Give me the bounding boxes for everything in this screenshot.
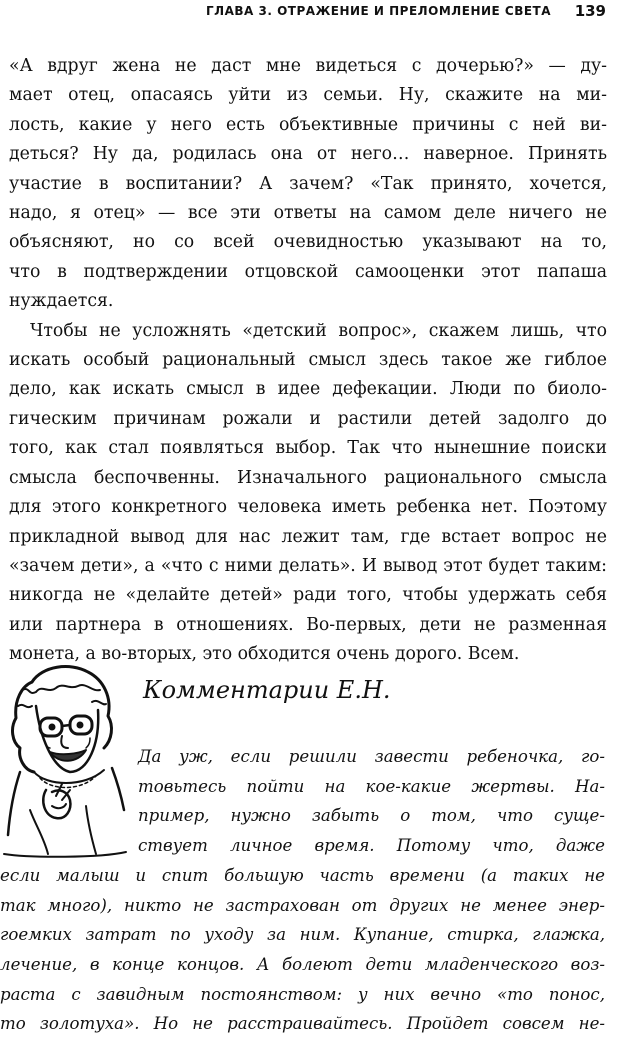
text-line: гическим причинам рожали и растили детей задолго до [9,408,607,429]
text-line: что в подтверждении отцовской самооценки этот папаша [9,261,607,282]
text-line: смысла беспочвенны. Изначального рационального смысла [9,467,607,488]
text-line: мает отец, опасаясь уйти из семьи. Ну, скажите на ми- [9,85,607,106]
commentary-line: ствует личное время. Потому что, даже [138,836,605,856]
text-line: того, как стал появляться выбор. Так что нынешние поиски [9,438,607,459]
commentary-line: пример, нужно забыть о том, что суще- [138,806,605,826]
commentary-title: Комментарии Е.Н. [143,676,391,704]
text-line: нуждается. [9,291,114,312]
commentary-line: так много), никто не застрахован от других не менее энер- [0,895,605,915]
text-line: никогда не «делайте детей» ради того, чтобы удержать себя [9,585,607,606]
text-line: надо, я отец» — все эти ответы на самом деле ничего не [9,203,607,224]
main-text [9,52,607,670]
page-number: 139 [574,2,606,20]
commentary-line: раста с завидным постоянством: у них вечно «то понос, [0,984,605,1004]
text-line: дело, как искать смысл в идее дефекации. Люди по биоло- [9,379,607,400]
text-line: или партнера в отношениях. Во-первых, дети не разменная [9,614,607,635]
running-header [0,0,620,24]
paragraph [9,317,607,670]
text-line: объясняют, но со всей очевидностью указывают на то, [9,232,607,253]
text-line: Чтобы не усложнять «детский вопрос», скажем лишь, что [30,320,607,341]
text-line: «А вдруг жена не даст мне видеться с дочерью?» — ду- [9,56,607,76]
commentary-line: товьтесь пойти на кое-какие жертвы. На- [138,776,605,796]
text-line: участие в воспитании? А зачем? «Так принято, хочется, [9,173,607,194]
commentary-line: гоемких затрат по уходу за ним. Купание, стирка, глажка, [0,925,605,945]
text-line: прикладной вывод для нас лежит там, где встает вопрос не [9,526,607,547]
commentary-line: то золотуха». Но не расстраивайтесь. Пройдет совсем не- [0,1014,605,1034]
text-line: деться? Ну да, родилась она от него… наверное. Принять [9,144,607,165]
text-line: лость, какие у него есть объективные причины с ней ви- [9,114,607,135]
text-line: искать особый рациональный смысл здесь такое же гиблое [9,350,607,371]
text-line: «зачем дети», а «что с ними делать». И вывод этот будет таким: [9,555,607,576]
text-line: монета, а во-вторых, это обходится очень дорого. Всем. [9,644,520,665]
text-line: для этого конкретного человека иметь ребенка нет. Поэтому [9,497,607,518]
chapter-title: ГЛАВА 3. ОТРАЖЕНИЕ И ПРЕЛОМЛЕНИЕ СВЕТА [206,4,552,18]
commentary-line: Да уж, если решили завести ребеночка, го- [138,747,605,766]
paragraph [9,52,607,317]
commentary-line: лечение, в конце концов. А болеют дети младенческого воз- [0,954,605,974]
commentary-line: если малыш и спит большую часть времени (а таких не [0,865,605,885]
commentary-text [0,742,605,1039]
